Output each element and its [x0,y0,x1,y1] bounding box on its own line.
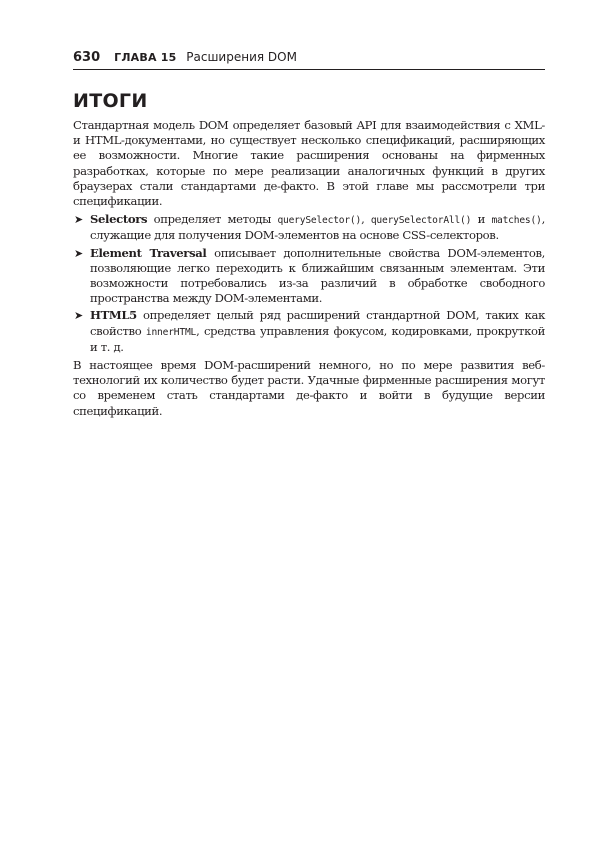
chapter-title: Расширения DOM [186,50,297,64]
code-matches: matches() [491,215,542,227]
running-header [73,48,545,67]
term: Element Traversal [90,245,207,260]
header-rule [73,69,545,70]
conclusion-paragraph: В настоящее время DOM-расширений немного, но по мере развития веб-технологий их количество будет расти. Удачные фирменные расширения могут со временем стать стандартами де-факто и войти в будущие версии спецификаций. [73,358,545,418]
list-item-selectors: ➤ Selectors определяет методы querySelector(), querySelectorAll() и matches(), служащие для получения DOM-элементов на основе CSS-селекторов. [74,212,545,243]
body-text [73,118,545,422]
list-item-element-traversal: ➤ Element Traversal описывает дополнительные свойства DOM-элементов, позволяющие легко переходить к ближайшим связанным элементам. Эти возможности потребовались из-за различий в обработке свободного пространства между DOM-элементами. [74,245,545,306]
section-title: ИТОГИ [73,90,148,112]
list-item-html5: ➤ HTML5 определяет целый ряд расширений стандартной DOM, таких как свойство innerHTML, средства управления фокусом, кодировками, прокруткой и т. д. [74,308,545,354]
code-query-selector-all: querySelectorAll() [370,215,472,227]
term: HTML5 [90,308,137,323]
bullet-list [73,212,545,355]
term: Selectors [90,212,148,227]
intro-paragraph: Стандартная модель DOM определяет базовый API для взаимодействия с XML- и HTML-документами, но существует несколько спецификаций, расширяющих ее возможности. Многие такие расширения основаны на фирменных разработках, которые по мере реализации аналогичных функций в других браузерах стали стандартами де-факто. В этой главе мы рассмотрели три спецификации. [73,118,545,209]
bullet-arrow-icon: ➤ [74,246,83,260]
code-query-selector: querySelector() [277,215,362,227]
bullet-arrow-icon: ➤ [74,213,83,227]
bullet-arrow-icon: ➤ [74,309,83,323]
page-number: 630 [73,50,101,65]
chapter-label: ГЛАВА 15 [114,51,177,64]
code-inner-html: innerHTML [145,326,197,338]
